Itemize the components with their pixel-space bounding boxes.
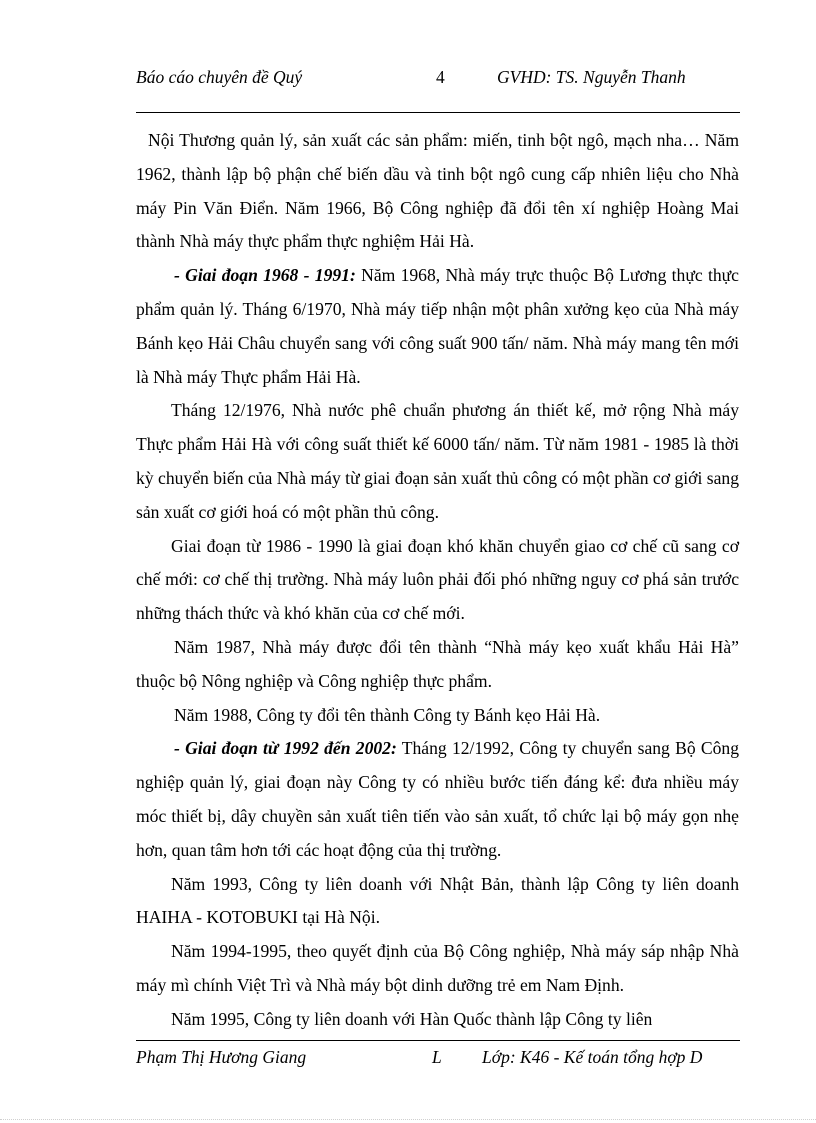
section-lead: - Giai đoạn từ 1992 đến 2002: bbox=[174, 738, 397, 759]
paragraph: - Giai đoạn từ 1992 đến 2002: Tháng 12/1992, Công ty chuyển sang Bộ Công nghiệp quản lý, giai đoạn này Công ty có nhiều bước tiến đáng kể: đưa nhiều máy móc thiết bị, dây chuyền sản xuất tiên tiến vào sản xuất, tổ chức lại bộ máy gọn nhẹ hơn, quan tâm hơn tới các hoạt động của thị trường. bbox=[136, 738, 739, 860]
header-advisor: GVHD: TS. Nguyễn Thanh bbox=[497, 67, 686, 87]
page-bottom-edge bbox=[0, 1119, 816, 1120]
paragraph: - Giai đoạn 1968 - 1991: Năm 1968, Nhà máy trực thuộc Bộ Lương thực thực phẩm quản lý. Tháng 6/1970, Nhà máy tiếp nhận một phân xưởng kẹo của Nhà máy Bánh kẹo Hải Châu chuyển sang với công suất 900 tấn/ năm. Nhà máy mang tên mới là Nhà máy Thực phẩm Hải Hà. bbox=[136, 265, 739, 387]
header-divider bbox=[136, 112, 740, 113]
header-report-title: Báo cáo chuyên đề Quý bbox=[136, 67, 303, 87]
body-text bbox=[136, 124, 739, 1037]
footer-class: Lớp: K46 - Kế toán tổng hợp D bbox=[482, 1047, 703, 1067]
page-footer bbox=[136, 1046, 740, 1070]
paragraph: Năm 1993, Công ty liên doanh với Nhật Bản, thành lập Công ty liên doanh HAIHA - KOTOBUKI tại Hà Nội. bbox=[136, 873, 739, 928]
section-lead: - Giai đoạn 1968 - 1991: bbox=[174, 265, 356, 286]
paragraph: Năm 1995, Công ty liên doanh với Hàn Quốc thành lập Công ty liên bbox=[171, 1008, 653, 1029]
header-page-number: 4 bbox=[436, 67, 445, 87]
paragraph: Năm 1987, Nhà máy được đổi tên thành “Nhà máy kẹo xuất khẩu Hải Hà” thuộc bộ Nông nghiệp và Công nghiệp thực phẩm. bbox=[136, 636, 739, 691]
paragraph: Tháng 12/1976, Nhà nước phê chuẩn phương án thiết kế, mở rộng Nhà máy Thực phẩm Hải Hà với công suất thiết kế 6000 tấn/ năm. Từ năm 1981 - 1985 là thời kỳ chuyển biến của Nhà máy từ giai đoạn sản xuất thủ công có một phần cơ giới sang sản xuất cơ giới hoá có một phần thủ công. bbox=[136, 400, 739, 522]
footer-mid-mark: L bbox=[432, 1047, 442, 1067]
paragraph: Nội Thương quản lý, sản xuất các sản phẩm: miến, tinh bột ngô, mạch nha… Năm 1962, thành lập bộ phận chế biến dầu và tinh bột ngô cung cấp nhiên liệu cho Nhà máy Pin Văn Điển. Năm 1966, Bộ Công nghiệp đã đổi tên xí nghiệp Hoàng Mai thành Nhà máy thực phẩm thực nghiệm Hải Hà. bbox=[136, 130, 739, 252]
paragraph: Năm 1988, Công ty đổi tên thành Công ty Bánh kẹo Hải Hà. bbox=[174, 704, 601, 725]
paragraph: Năm 1994-1995, theo quyết định của Bộ Công nghiệp, Nhà máy sáp nhập Nhà máy mì chính Việt Trì và Nhà máy bột dinh dưỡng trẻ em Nam Định. bbox=[136, 941, 739, 995]
footer-divider bbox=[136, 1040, 740, 1041]
page-header bbox=[136, 66, 740, 114]
paragraph: Giai đoạn từ 1986 - 1990 là giai đoạn khó khăn chuyển giao cơ chế cũ sang cơ chế mới: cơ chế thị trường. Nhà máy luôn phải đối phó những nguy cơ phá sản trước những thách thức và khó khăn của cơ chế mới. bbox=[136, 535, 739, 624]
footer-author: Phạm Thị Hương Giang bbox=[136, 1047, 307, 1067]
